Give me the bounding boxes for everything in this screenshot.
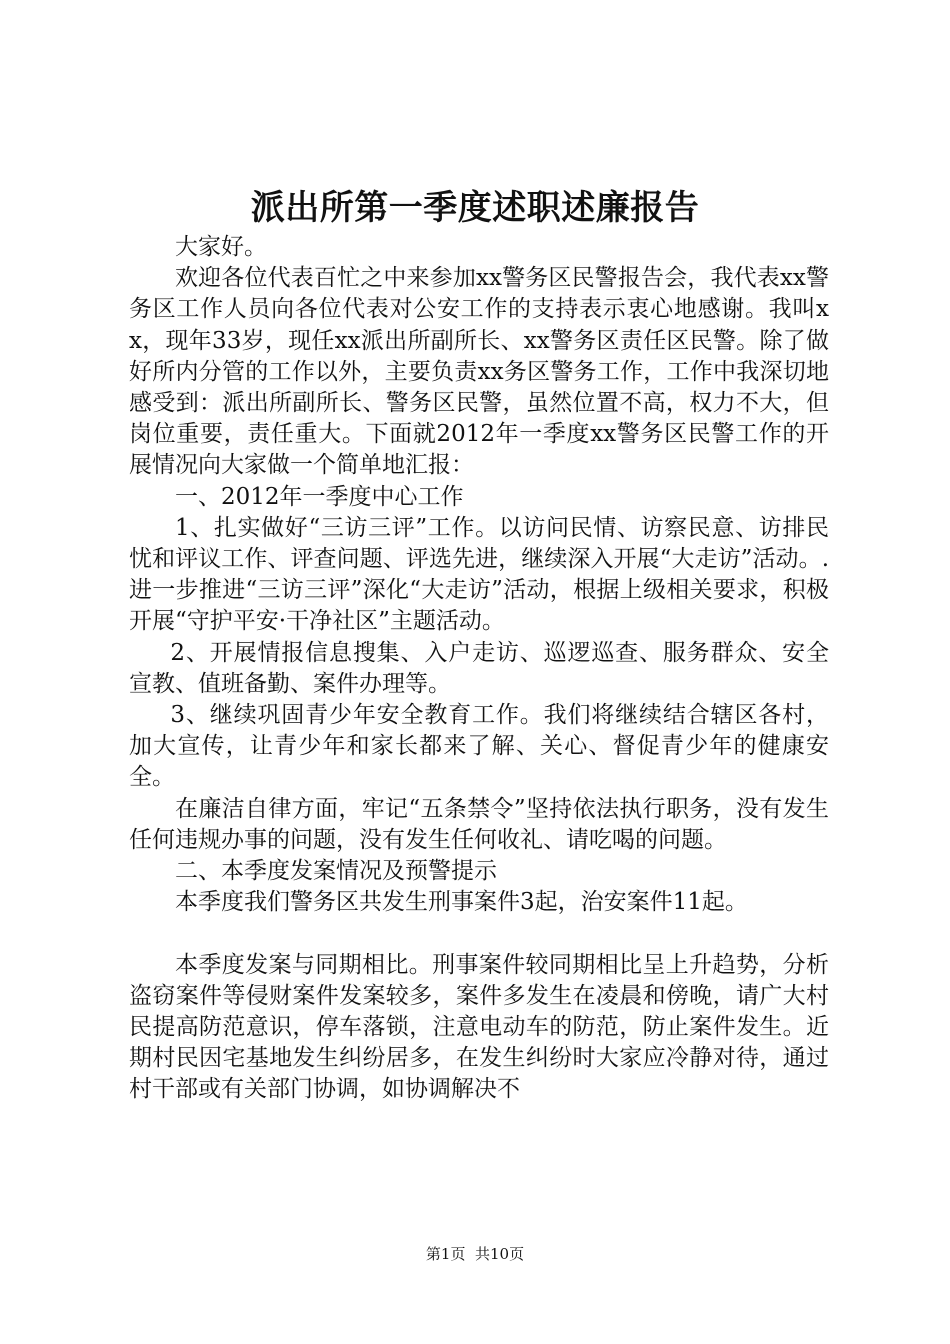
document-title: 派出所第一季度述职述廉报告: [250, 188, 700, 228]
blank-line: [129, 918, 829, 949]
paragraph-item-3: 3、继续巩固青少年安全教育工作。我们将继续结合辖区各村，加大宣传，让青少年和家长都来了解、关心、督促青少年的健康安全。: [129, 702, 829, 791]
section-heading-2: 二、本季度发案情况及预警提示: [175, 858, 497, 885]
paragraph-item-1: 1、扎实做好“三访三评”工作。以访问民情、访察民意、访排民忧和评议工作、评查问题、评选先进，继续深入开展“大走访”活动。.进一步推进“三访三评”深化“大走访”活动，根据上级相关要求，积极开展“守护平安·干净社区”主题活动。: [129, 514, 829, 635]
paragraph-introduction: 欢迎各位代表百忙之中来参加xx警务区民警报告会，我代表xx警务区工作人员向各位代表对公安工作的支持表示衷心地感谢。我叫xx，现年33岁，现任xx派出所副所长、xx警务区责任区民警。除了做好所内分管的工作以外，主要负责xx务区警务工作，工作中我深切地感受到：派出所副所长、警务区民警，虽然位置不高，权力不大，但岗位重要，责任重大。下面就2012年一季度xx警务区民警工作的开展情况向大家做一个简单地汇报：: [129, 265, 829, 479]
page-footer: [0, 1244, 950, 1264]
paragraph-case-count: 本季度我们警务区共发生刑事案件3起，治安案件11起。: [175, 889, 748, 916]
page-total: 共10页: [475, 1245, 525, 1263]
paragraph-item-2: 2、开展情报信息搜集、入户走访、巡逻巡查、服务群众、安全宣教、值班备勤、案件办理等。: [129, 639, 829, 697]
page-number: 第1页: [425, 1245, 466, 1263]
paragraph-integrity: 在廉洁自律方面，牢记“五条禁令”坚持依法执行职务，没有发生任何违规办事的问题，没有发生任何收礼、请吃喝的问题。: [129, 795, 829, 853]
paragraph-greeting: 大家好。: [175, 234, 267, 260]
paragraph-case-analysis: 本季度发案与同期相比。刑事案件较同期相比呈上升趋势，分析盗窃案件等侵财案件发案较多，案件多发生在凌晨和傍晚，请广大村民提高防范意识，停车落锁，注意电动车的防范，防止案件发生。近期村民因宅基地发生纠纷居多，在发生纠纷时大家应冷静对待，通过村干部或有关部门协调，如协调解决不: [129, 951, 829, 1103]
document-body: [129, 232, 829, 1106]
section-heading-1: 一、2012年一季度中心工作: [175, 483, 464, 510]
